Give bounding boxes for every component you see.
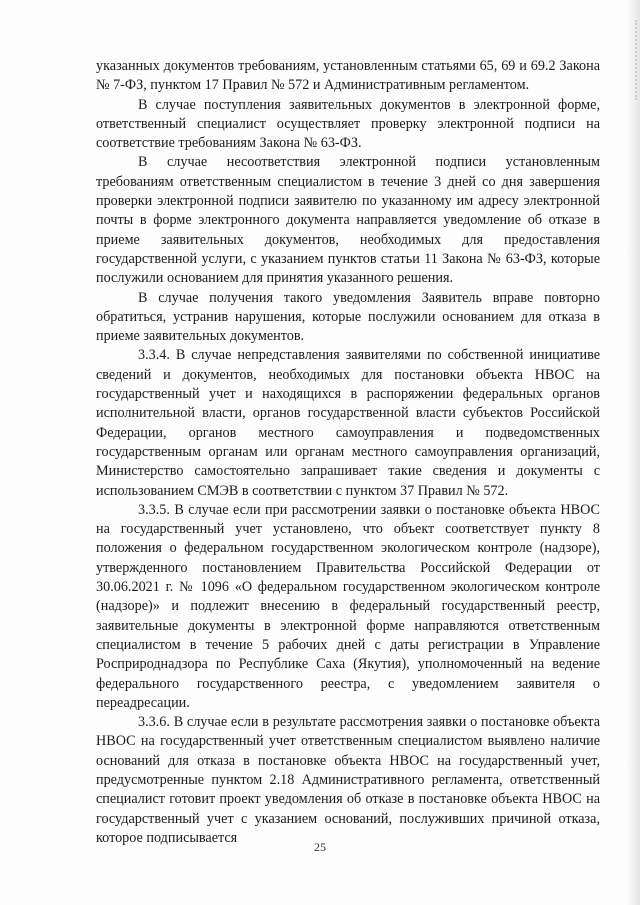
page-number: 25: [314, 840, 326, 854]
paragraph-3-3-6: 3.3.6. В случае если в результате рассмотрения заявки о постановке объекта НВОС на государственный учет ответственным специалистом выявлено наличие оснований для отказа в постановке объекта НВОС на государственный учет, предусмотренные пунктом 2.18 Административного регламента, ответственный специалист готовит проект уведомления об отказе в постановке объекта НВОС на государственный учет с указанием оснований, послуживших причиной отказа, которое подписывается: [96, 714, 600, 846]
document-body: [96, 57, 600, 848]
paragraph-3-3-5: 3.3.5. В случае если при рассмотрении заявки о постановке объекта НВОС на государственный учет установлено, что объект соответствует пункту 8 положения о федеральном государственном экологическом контроле (надзоре), утвержденного постановлением Правительства Российской Федерации от 30.06.2021 г. № 1096 «О федеральном государственном экологическом контроле (надзоре)» и подлежит внесению в федеральный государственный реестр, заявительные документы в электронной форме направляются ответственным специалистом в течение 5 рабочих дней с даты регистрации в Управление Росприроднадзора по Республике Саха (Якутия), уполномоченный на ведение федерального государственного реестра, с уведомлением заявителя о переадресации.: [96, 501, 600, 711]
scan-edge-marks: [627, 20, 637, 100]
paragraph-repeat-request: В случае получения такого уведомления Заявитель вправе повторно обратиться, устранив нарушения, которые послужили основанием для отказа в приеме заявительных документов.: [96, 289, 600, 345]
paragraph-continuation: указанных документов требованиям, установленным статьями 65, 69 и 69.2 Закона № 7-ФЗ, пунктом 17 Правил № 572 и Административным регламентом.: [96, 58, 600, 94]
scan-edge-shadow: [626, 0, 640, 905]
paragraph-electronic-form: В случае поступления заявительных документов в электронной форме, ответственный специалист осуществляет проверку электронной подписи на соответствие требованиям Закона № 63-ФЗ.: [96, 96, 600, 152]
paragraph-3-3-4: 3.3.4. В случае непредставления заявителями по собственной инициативе сведений и документов, необходимых для постановки объекта НВОС на государственный учет и находящихся в распоряжении федеральных органов исполнительной власти, органов государственной власти субъектов Российской Федерации, органов местного самоуправления и подведомственных государственным органам или органам местного самоуправления организаций, Министерство самостоятельно запрашивает такие сведения и документы с использованием СМЭВ в соответствии с пунктом 37 Правил № 572.: [96, 347, 600, 499]
paragraph-signature-mismatch: В случае несоответствия электронной подписи установленным требованиям ответственным специалистом в течение 3 дней со дня завершения проверки электронной подписи заявителю по указанному им адресу электронной почты в форме электронного документа направляется уведомление об отказе в приеме заявительных документов, необходимых для предоставления государственной услуги, с указанием пунктов статьи 11 Закона № 63-ФЗ, которые послужили основанием для принятия указанного решения.: [96, 154, 600, 287]
